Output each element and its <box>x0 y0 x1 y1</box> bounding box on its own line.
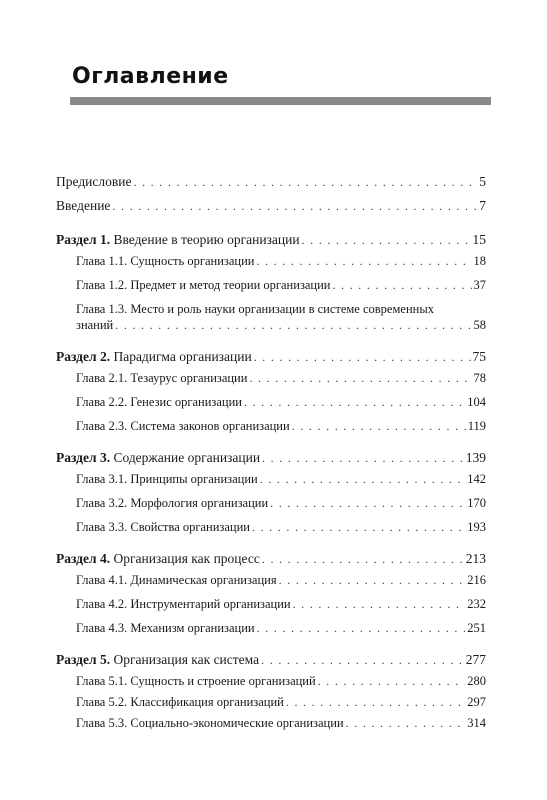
toc-page-number: 314 <box>467 716 486 730</box>
leader-dots <box>254 349 471 365</box>
toc-chapter-2-3[interactable] <box>76 418 486 434</box>
toc-entry-label: Глава 2.3. Система законов организации <box>76 419 290 433</box>
leader-dots <box>302 232 471 248</box>
leader-dots <box>262 450 464 466</box>
toc-page-number: 142 <box>467 472 486 486</box>
table-of-contents <box>56 174 486 731</box>
leader-dots <box>257 620 466 636</box>
toc-entry-label: Глава 4.2. Инструментарий организации <box>76 597 291 611</box>
toc-entry-label: Глава 3.3. Свойства организации <box>76 520 250 534</box>
toc-page-number: 297 <box>467 695 486 709</box>
toc-chapter-2-2[interactable] <box>76 394 486 410</box>
section-prefix: Раздел 2. <box>56 349 111 364</box>
toc-chapter-1-2[interactable] <box>76 277 486 293</box>
leader-dots <box>270 495 465 511</box>
toc-page-number: 280 <box>467 674 486 688</box>
toc-entry-label: Глава 3.2. Морфология организации <box>76 496 269 510</box>
toc-entry-label: Глава 1.1. Сущность организации <box>76 254 255 268</box>
toc-chapter-4-2[interactable] <box>76 596 486 612</box>
toc-chapter-4-3[interactable] <box>76 620 486 636</box>
toc-section-1[interactable] <box>56 232 486 248</box>
toc-entry-label: Глава 1.2. Предмет и метод теории организации <box>76 278 331 292</box>
toc-entry-label: Глава 4.3. Механизм организации <box>76 621 255 635</box>
leader-dots <box>260 471 466 487</box>
leader-dots <box>115 317 471 333</box>
toc-entry-label: Глава 5.1. Сущность и строение организаций <box>76 674 316 688</box>
section-prefix: Раздел 4. <box>56 551 111 566</box>
toc-page-number: 213 <box>465 551 486 566</box>
leader-dots <box>318 673 466 689</box>
toc-section-4[interactable] <box>56 551 486 567</box>
page-title: Оглавление <box>72 64 229 89</box>
toc-entry-label: Глава 4.1. Динамическая организация <box>76 573 277 587</box>
section-prefix: Раздел 5. <box>56 652 111 667</box>
toc-page-number: 104 <box>467 395 486 409</box>
leader-dots <box>333 277 472 293</box>
toc-page-number: 232 <box>467 597 486 611</box>
toc-entry-label: Глава 2.1. Тезаурус организации <box>76 371 248 385</box>
toc-section-5[interactable] <box>56 652 486 668</box>
toc-page-number: 75 <box>472 349 486 364</box>
leader-dots <box>252 519 465 535</box>
toc-page-number: 5 <box>479 174 486 189</box>
leader-dots <box>286 694 465 710</box>
section-name: Содержание организации <box>113 450 261 465</box>
toc-chapter-3-3[interactable] <box>76 519 486 535</box>
toc-page-number: 119 <box>467 419 486 433</box>
toc-chapter-4-1[interactable] <box>76 572 486 588</box>
toc-page-number: 58 <box>473 318 486 332</box>
leader-dots <box>256 253 471 269</box>
toc-section-2[interactable] <box>56 349 486 365</box>
toc-page-number: 139 <box>465 450 486 465</box>
leader-dots <box>293 596 466 612</box>
toc-chapter-3-1[interactable] <box>76 471 486 487</box>
toc-entry-label: Введение <box>56 198 111 213</box>
toc-chapter-1-3[interactable] <box>76 301 486 333</box>
leader-dots <box>292 418 466 434</box>
title-divider <box>70 97 491 105</box>
toc-entry-label: Глава 5.2. Классификация организаций <box>76 695 284 709</box>
toc-chapter-2-1[interactable] <box>76 370 486 386</box>
toc-entry-label: Глава 3.1. Принципы организации <box>76 472 258 486</box>
toc-page-number: 15 <box>472 232 486 247</box>
section-name: Введение в теорию организации <box>113 232 300 247</box>
section-name: Организация как система <box>113 652 260 667</box>
toc-page-number: 37 <box>473 278 486 292</box>
leader-dots <box>346 715 466 731</box>
toc-entry-label: Глава 5.3. Социально-экономические организации <box>76 716 344 730</box>
leader-dots <box>261 652 464 668</box>
toc-page-number: 216 <box>467 573 486 587</box>
leader-dots <box>279 572 466 588</box>
toc-chapter-1-1[interactable] <box>76 253 486 269</box>
toc-chapter-5-1[interactable] <box>76 673 486 689</box>
toc-entry-label: знаний <box>76 318 114 332</box>
leader-dots <box>244 394 465 410</box>
toc-page-number: 18 <box>473 254 486 268</box>
leader-dots <box>262 551 464 567</box>
toc-entry-label: Глава 1.3. Место и роль науки организации в системе современных <box>76 302 434 316</box>
toc-chapter-5-3[interactable] <box>76 715 486 731</box>
toc-page-number: 277 <box>465 652 486 667</box>
toc-page-number: 78 <box>473 371 486 385</box>
toc-entry-introduction[interactable] <box>56 198 486 214</box>
toc-chapter-3-2[interactable] <box>76 495 486 511</box>
toc-entry-preface[interactable] <box>56 174 486 190</box>
section-prefix: Раздел 3. <box>56 450 111 465</box>
section-name: Организация как процесс <box>113 551 260 566</box>
toc-page-number: 170 <box>467 496 486 510</box>
toc-section-3[interactable] <box>56 450 486 466</box>
toc-page-number: 251 <box>467 621 486 635</box>
section-prefix: Раздел 1. <box>56 232 111 247</box>
leader-dots <box>112 198 477 214</box>
toc-entry-label: Предисловие <box>56 174 132 189</box>
leader-dots <box>249 370 471 386</box>
toc-chapter-5-2[interactable] <box>76 694 486 710</box>
section-name: Парадигма организации <box>113 349 252 364</box>
toc-page-number: 193 <box>467 520 486 534</box>
toc-page-number: 7 <box>479 198 486 213</box>
toc-entry-label: Глава 2.2. Генезис организации <box>76 395 242 409</box>
leader-dots <box>133 174 477 190</box>
